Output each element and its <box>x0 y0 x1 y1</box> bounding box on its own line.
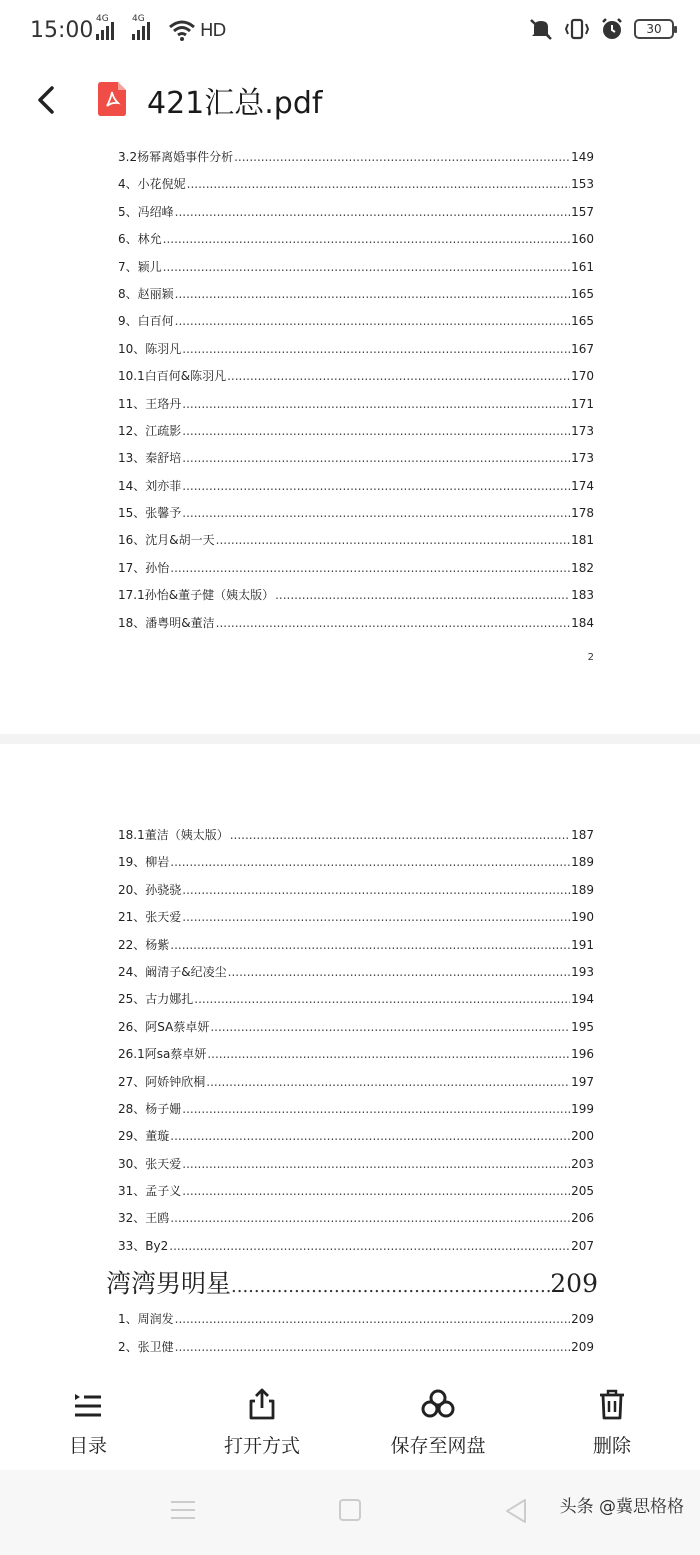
toc-entry-page: 165 <box>571 286 594 301</box>
toc-entry-page: 161 <box>571 259 594 274</box>
toc-entry[interactable] <box>118 230 594 257</box>
action-bar <box>0 1375 700 1470</box>
toc-entry-page: 174 <box>571 478 594 493</box>
toc-entry[interactable] <box>118 853 594 880</box>
toc-entry-page: 183 <box>571 588 594 603</box>
toc-leader-dots <box>216 616 570 630</box>
toc-entry-label: 30、张天爱 <box>118 1156 182 1171</box>
toc-leader-dots <box>182 397 570 411</box>
toc-entry-label: 18.1董洁（姨太版） <box>118 828 229 842</box>
toc-leader-dots <box>163 232 570 246</box>
toc-entry[interactable] <box>118 990 594 1017</box>
toc-entry-page: 178 <box>571 506 594 521</box>
toc-entry-page: 194 <box>571 992 594 1007</box>
chevron-left-icon[interactable] <box>28 82 64 118</box>
toc-entry-page: 195 <box>571 1019 594 1034</box>
toc-leader-dots <box>170 1129 570 1143</box>
toc-entry[interactable] <box>118 367 594 394</box>
toc-entry-page: 170 <box>571 369 594 384</box>
toc-leader-dots <box>182 1184 570 1198</box>
toc-entry-page: 200 <box>571 1129 594 1144</box>
toc-entry-label: 17、孙怡 <box>118 560 170 575</box>
toc-entry[interactable] <box>118 1073 594 1100</box>
toc-leader-dots <box>228 965 570 979</box>
delete-button[interactable] <box>542 1387 682 1458</box>
toc-entry-page: 165 <box>571 314 594 329</box>
toc-leader-dots <box>182 1157 570 1171</box>
toc-entry-label: 29、董璇 <box>118 1129 170 1144</box>
toc-entry-page: 189 <box>571 882 594 897</box>
toc-leader-dots <box>170 938 570 952</box>
toc-entry-page: 191 <box>571 937 594 952</box>
toc-entry-label: 14、刘亦菲 <box>118 478 182 493</box>
pdf-page <box>0 744 700 1375</box>
toc-entry-label: 18、潘粤明&董洁 <box>118 615 215 630</box>
toc-entry-page: 173 <box>571 423 594 438</box>
network-label: HD <box>200 20 226 41</box>
toc-leader-dots <box>231 1276 550 1297</box>
toc-entry-label: 7、颖儿 <box>118 259 162 274</box>
toc-entry-page: 149 <box>571 150 594 164</box>
toc-entry-page: 167 <box>571 341 594 356</box>
toc-entry[interactable] <box>118 1155 594 1182</box>
action-label: 保存至网盘 <box>390 1435 486 1457</box>
toc-leader-dots <box>163 260 570 274</box>
toc-leader-dots <box>187 177 570 191</box>
toc-leader-dots <box>169 1239 570 1253</box>
toc-entry-page: 171 <box>571 396 594 411</box>
toc-entry[interactable] <box>118 477 594 504</box>
document-title: 421汇总.pdf <box>147 86 323 121</box>
toc-entry[interactable] <box>118 908 594 935</box>
toc-entry-label: 10、陈羽凡 <box>118 341 182 356</box>
toc-leader-dots <box>170 1211 570 1225</box>
toc-entry-page: 209 <box>571 1312 594 1327</box>
toc-entry-label: 10.1白百何&陈羽凡 <box>118 369 227 384</box>
save-to-cloud-button[interactable] <box>368 1387 508 1458</box>
toc-leader-dots <box>194 992 570 1006</box>
toc-entry-label: 22、杨紫 <box>118 937 170 952</box>
toc-leader-dots <box>170 561 570 575</box>
toc-entry-page: 182 <box>571 560 594 575</box>
toc-leader-dots <box>170 855 570 869</box>
toc-leader-dots <box>206 1075 570 1089</box>
toc-entry[interactable] <box>118 395 594 422</box>
toc-entry-label: 15、张馨予 <box>118 506 182 521</box>
toc-entry[interactable] <box>118 422 594 449</box>
toc-entry-page: 181 <box>571 533 594 548</box>
toc-entry[interactable] <box>118 1182 594 1209</box>
toc-entry[interactable] <box>118 1127 594 1154</box>
toc-entry[interactable] <box>118 1338 594 1365</box>
action-label: 删除 <box>592 1435 631 1457</box>
toc-entry-page: 205 <box>571 1184 594 1199</box>
toc-leader-dots <box>227 369 570 383</box>
toc-entry[interactable] <box>118 285 594 312</box>
toc-entry[interactable] <box>118 504 594 531</box>
toc-entry[interactable] <box>118 963 594 990</box>
toc-entry[interactable] <box>118 1310 594 1337</box>
toc-leader-dots <box>182 910 570 924</box>
toc-leader-dots <box>175 314 570 328</box>
toc-entry[interactable] <box>118 531 594 558</box>
home-icon[interactable] <box>338 1498 362 1522</box>
share-icon <box>245 1387 279 1421</box>
wifi-icon <box>168 18 196 42</box>
toc-entry-label: 31、孟子义 <box>118 1184 182 1199</box>
toc-entry[interactable] <box>118 175 594 202</box>
signal-icon: 4G <box>96 20 114 40</box>
toc-entry-label: 2、张卫健 <box>118 1339 174 1354</box>
watermark: 头条 @冀思格格 <box>559 1497 684 1517</box>
toc-leader-dots <box>175 287 570 301</box>
toc-entry-page: 209 <box>571 1339 594 1354</box>
navigation-bar <box>0 1470 700 1555</box>
toc-entry-label: 12、江疏影 <box>118 423 182 438</box>
toc-entry[interactable] <box>118 1018 594 1045</box>
trash-icon <box>595 1387 629 1421</box>
toc-entry[interactable] <box>118 1100 594 1127</box>
toc-entry[interactable] <box>118 826 594 853</box>
toc-entry-label: 9、白百何 <box>118 314 174 329</box>
toc-entry[interactable] <box>118 1209 594 1236</box>
toc-entry[interactable] <box>118 1237 594 1264</box>
toc-entry-page: 189 <box>571 855 594 870</box>
toc-entry-label: 11、王珞丹 <box>118 396 182 411</box>
toc-leader-dots <box>275 588 570 602</box>
toc-section-heading[interactable] <box>106 1264 598 1310</box>
toc-entry-label: 8、赵丽颖 <box>118 286 174 301</box>
open-with-button[interactable] <box>192 1387 332 1458</box>
toc-entry-page: 196 <box>571 1047 594 1062</box>
toc-entry[interactable] <box>118 449 594 476</box>
toc-leader-dots <box>175 1340 570 1354</box>
page-number: 2 <box>587 652 594 663</box>
pdf-page <box>0 140 700 734</box>
toc-entry[interactable] <box>118 936 594 963</box>
toc-button[interactable] <box>18 1387 158 1458</box>
status-bar <box>0 0 700 64</box>
toc-entry-label: 26.1阿sa蔡卓妍 <box>118 1047 207 1062</box>
toc-entry[interactable] <box>118 559 594 586</box>
toc-entry-label: 24、阚清子&纪凌尘 <box>118 964 227 979</box>
toc-entry-label: 19、柳岩 <box>118 855 170 870</box>
toc-entry-label: 26、阿SA蔡卓妍 <box>118 1019 210 1034</box>
toc-entry-page: 187 <box>571 828 594 842</box>
toc-leader-dots <box>207 1047 570 1061</box>
toc-section-label: 湾湾男明星 <box>106 1269 232 1299</box>
toc-entry-label: 3.2杨幂离婚事件分析 <box>118 150 234 164</box>
toc-section-page: 209 <box>550 1269 598 1299</box>
toc-leader-dots <box>182 424 570 438</box>
toc-entry-page: 199 <box>571 1101 594 1116</box>
battery-indicator: 30 <box>634 19 674 39</box>
toc-entry-page: 207 <box>571 1238 594 1253</box>
alarm-icon <box>600 17 624 41</box>
pdf-viewer[interactable] <box>0 140 700 1375</box>
action-label: 打开方式 <box>223 1435 300 1457</box>
toc-entry[interactable] <box>118 1045 594 1072</box>
toc-entry-label: 25、古力娜扎 <box>118 992 194 1007</box>
toc-entry-label: 1、周润发 <box>118 1312 174 1327</box>
toc-leader-dots <box>234 150 570 164</box>
toc-entry-label: 5、冯绍峰 <box>118 204 174 219</box>
toc-leader-dots <box>210 1020 570 1034</box>
toc-leader-dots <box>182 1102 570 1116</box>
toc-entry-page: 184 <box>571 615 594 630</box>
toc-entry-label: 4、小花倪妮 <box>118 177 186 192</box>
toc-entry-page: 153 <box>571 177 594 192</box>
toc-entry-label: 17.1孙怡&董子健（姨太版） <box>118 588 275 603</box>
table-of-contents <box>118 148 594 641</box>
table-of-contents <box>106 826 598 1365</box>
status-time: 15:00 <box>30 18 94 43</box>
toc-entry[interactable] <box>118 258 594 285</box>
toc-entry-label: 6、林允 <box>118 232 162 247</box>
toc-leader-dots <box>182 883 570 897</box>
toc-entry-page: 203 <box>571 1156 594 1171</box>
toc-entry[interactable] <box>118 203 594 230</box>
toc-leader-dots <box>230 828 570 842</box>
toc-leader-dots <box>182 506 570 520</box>
toc-entry-page: 157 <box>571 204 594 219</box>
toc-entry-label: 32、王鸥 <box>118 1211 170 1226</box>
toc-leader-dots <box>182 451 570 465</box>
toc-entry-label: 28、杨子姗 <box>118 1101 182 1116</box>
status-right <box>528 17 674 41</box>
signal-icon: 4G <box>132 20 150 40</box>
toc-leader-dots <box>175 205 570 219</box>
mute-icon <box>528 17 554 41</box>
toc-entry-page: 197 <box>571 1074 594 1089</box>
toc-entry-page: 190 <box>571 910 594 925</box>
menu-icon[interactable] <box>170 1498 196 1522</box>
toc-entry[interactable] <box>118 881 594 908</box>
toc-entry-page: 173 <box>571 451 594 466</box>
cloud-icon <box>421 1387 455 1421</box>
toc-entry-label: 20、孙骁骁 <box>118 882 182 897</box>
toc-leader-dots <box>216 533 570 547</box>
toc-leader-dots <box>175 1312 570 1326</box>
back-triangle-icon[interactable] <box>504 1498 528 1524</box>
toc-entry[interactable] <box>118 312 594 339</box>
toc-entry-page: 193 <box>571 964 594 979</box>
toc-entry-page: 206 <box>571 1211 594 1226</box>
toc-entry-page: 160 <box>571 232 594 247</box>
toc-entry-label: 21、张天爱 <box>118 910 182 925</box>
toc-entry-label: 33、By2 <box>118 1238 169 1253</box>
action-label: 目录 <box>68 1435 107 1457</box>
pdf-icon <box>98 82 126 116</box>
toc-entry[interactable] <box>118 148 594 175</box>
toc-entry[interactable] <box>118 614 594 641</box>
app-header <box>0 64 700 140</box>
toc-leader-dots <box>182 479 570 493</box>
toc-entry-label: 13、秦舒培 <box>118 451 182 466</box>
toc-entry-label: 27、阿娇钟欣桐 <box>118 1074 206 1089</box>
toc-entry[interactable] <box>118 586 594 613</box>
list-icon <box>71 1387 105 1421</box>
vibrate-icon <box>564 17 590 41</box>
toc-entry-label: 16、沈月&胡一天 <box>118 533 215 548</box>
toc-leader-dots <box>182 342 570 356</box>
toc-entry[interactable] <box>118 340 594 367</box>
